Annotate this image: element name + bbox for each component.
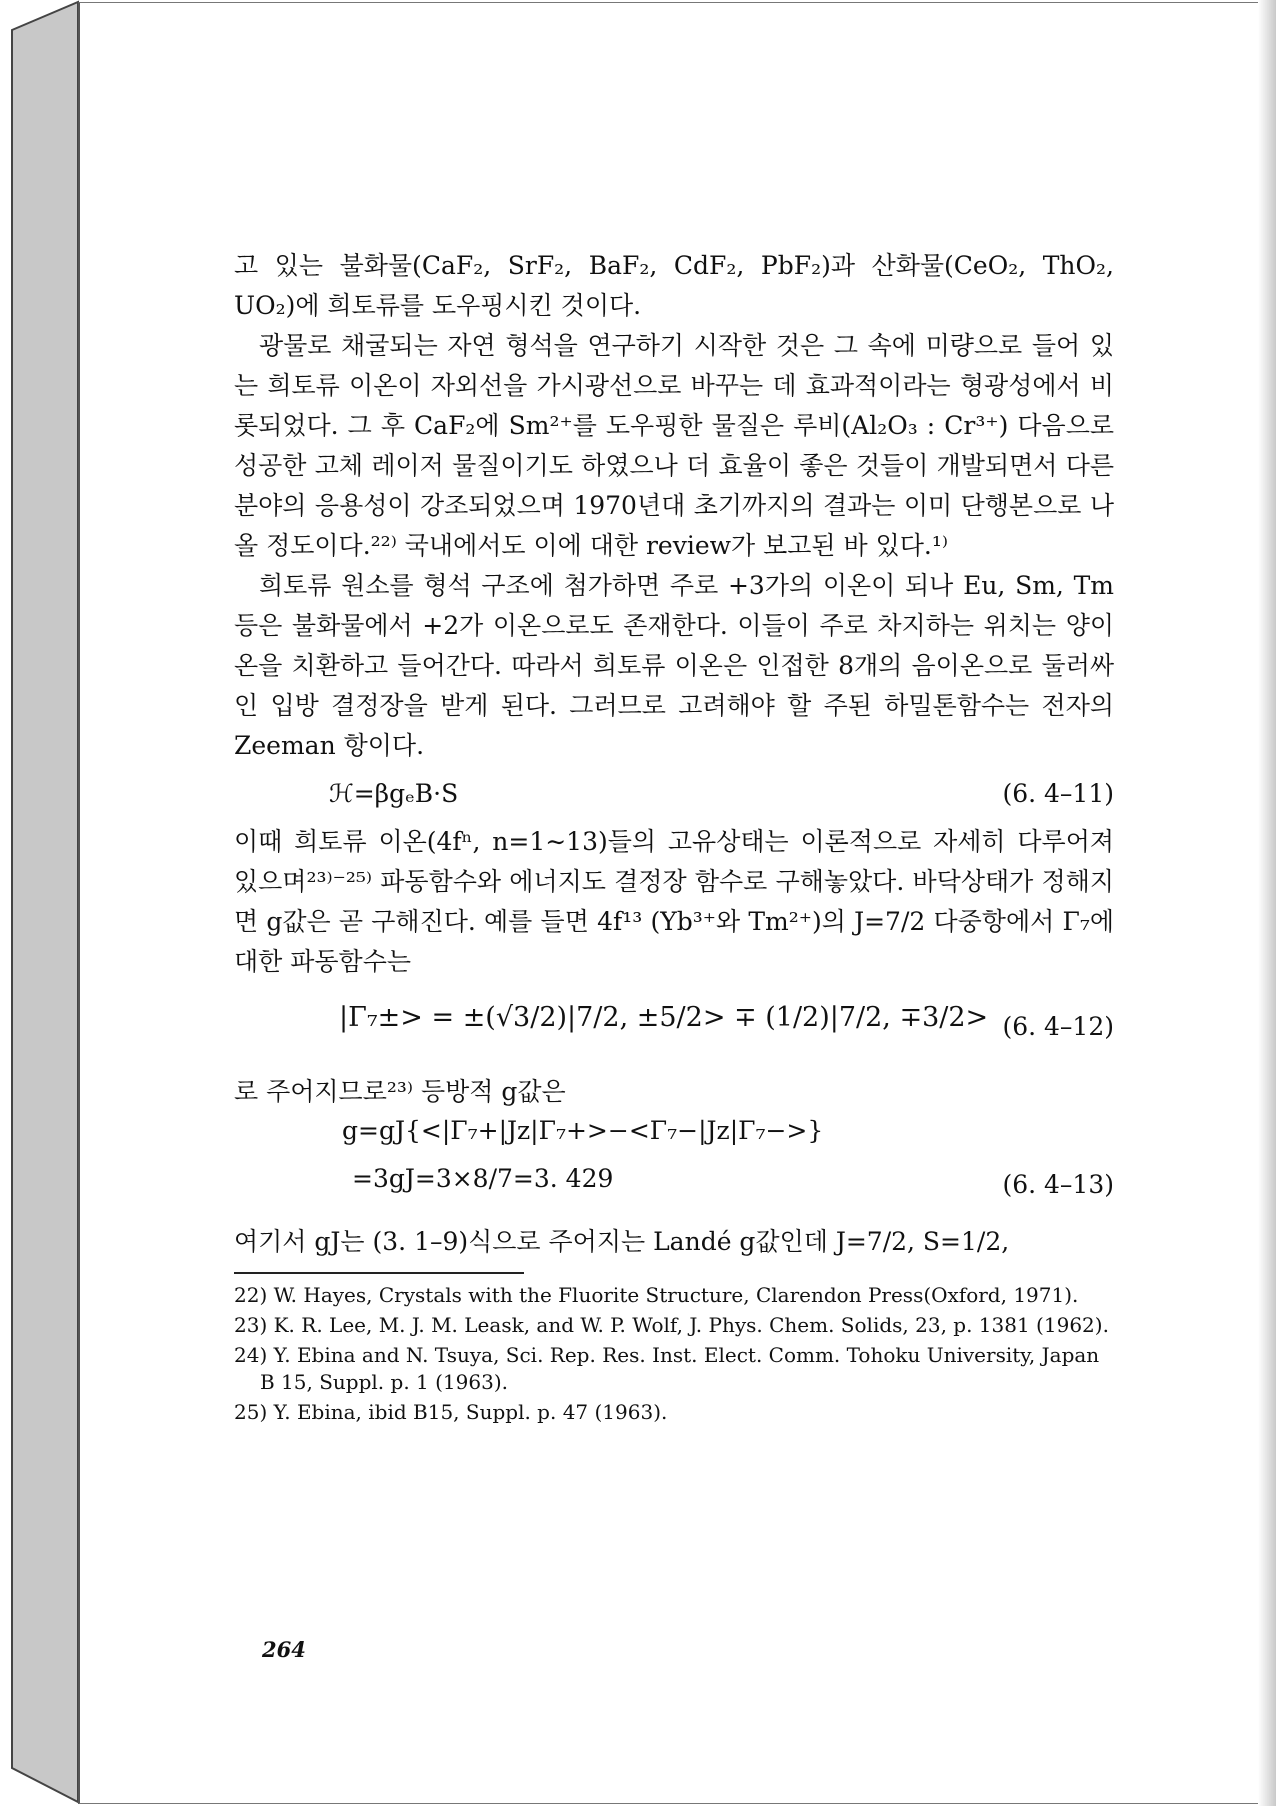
equation-expression: ℋ=βgₑB·S <box>329 779 459 808</box>
equation-line-1: g=gJ{<|Γ₇+|Jz|Γ₇+>−<Γ₇−|Jz|Γ₇−>} <box>342 1116 824 1145</box>
page-content <box>234 246 1114 1429</box>
footnote-23: 23) K. R. Lee, M. J. M. Leask, and W. P. Wolf, J. Phys. Chem. Solids, 23, p. 1381 (1962). <box>234 1313 1109 1337</box>
paragraph-3: 희토류 원소를 형석 구조에 첨가하면 주로 +3가의 이온이 되나 Eu, Sm, Tm 등은 불화물에서 +2가 이온으로도 존재한다. 이들이 주로 차지하는 위치는 양이온을 치환하고 들어간다. 따라서 희토류 이온은 인접한 8개의 음이온으로 둘러싸인 입방 결정장을 받게 된다. 그러므로 고려해야 할 주된 하밀톤함수는 전자의 Zeeman 항이다. <box>234 571 1114 760</box>
page-edge-shadow <box>1258 0 1276 1806</box>
paragraph-2: 광물로 채굴되는 자연 형석을 연구하기 시작한 것은 그 속에 미량으로 들어 있는 희토류 이온이 자외선을 가시광선으로 바꾸는 데 효과적이라는 형광성에서 비롯되었다. 그 후 CaF₂에 Sm²⁺를 도우핑한 물질은 루비(Al₂O₃ : Cr³⁺) 다음으로 성공한 고체 레이저 물질이기도 하였으나 더 효율이 좋은 것들이 개발되면서 다른 분야의 응용성이 강조되었으며 1970년대 초기까지의 결과는 이미 단행본으로 나올 정도이다.²²⁾ 국내에서도 이에 대한 review가 보고된 바 있다.¹⁾ <box>234 331 1114 560</box>
paragraph-5: 로 주어지므로²³⁾ 등방적 g값은 <box>234 1077 566 1106</box>
footnote-25: 25) Y. Ebina, ibid B15, Suppl. p. 47 (1963). <box>234 1400 668 1424</box>
equation-line-2: =3gJ=3×8/7=3. 429 <box>352 1164 614 1193</box>
equation-number: (6. 4–11) <box>1002 779 1114 808</box>
equation-6-4-12 <box>234 982 1114 1072</box>
equation-expression: |Γ₇±> = ±(√3/2)|7/2, ±5/2> ∓ (1/2)|7/2, ∓3/2> <box>339 1002 989 1033</box>
footnote-24: 24) Y. Ebina and N. Tsuya, Sci. Rep. Res. Inst. Elect. Comm. Tohoku University, Japan B 15, Suppl. p. 1 (1963). <box>234 1343 1100 1394</box>
footnote-22: 22) W. Hayes, Crystals with the Fluorite Structure, Clarendon Press(Oxford, 1971). <box>234 1283 1079 1307</box>
footnote-divider <box>234 1272 524 1274</box>
equation-number: (6. 4–13) <box>1002 1170 1114 1199</box>
paragraph-4: 이때 희토류 이온(4fⁿ, n=1∼13)들의 고유상태는 이론적으로 자세히 다루어져 있으며²³⁾⁻²⁵⁾ 파동함수와 에너지도 결정장 함수로 구해놓았다. 바닥상태가 정해지면 g값은 곧 구해진다. 예를 들면 4f¹³ (Yb³⁺와 Tm²⁺)의 J=7/2 다중항에서 Γ₇에 대한 파동함수는 <box>234 827 1114 976</box>
paragraph-1: 고 있는 불화물(CaF₂, SrF₂, BaF₂, CdF₂, PbF₂)과 산화물(CeO₂, ThO₂, UO₂)에 희토류를 도우핑시킨 것이다. <box>234 251 1114 320</box>
equation-6-4-13 <box>234 1112 1114 1222</box>
equation-number: (6. 4–12) <box>1002 1012 1114 1041</box>
equation-6-4-11 <box>234 766 1114 822</box>
page-number: 264 <box>262 1637 306 1662</box>
paragraph-6: 여기서 gJ는 (3. 1–9)식으로 주어지는 Landé g값인데 J=7/2, S=1/2, <box>234 1227 1010 1256</box>
